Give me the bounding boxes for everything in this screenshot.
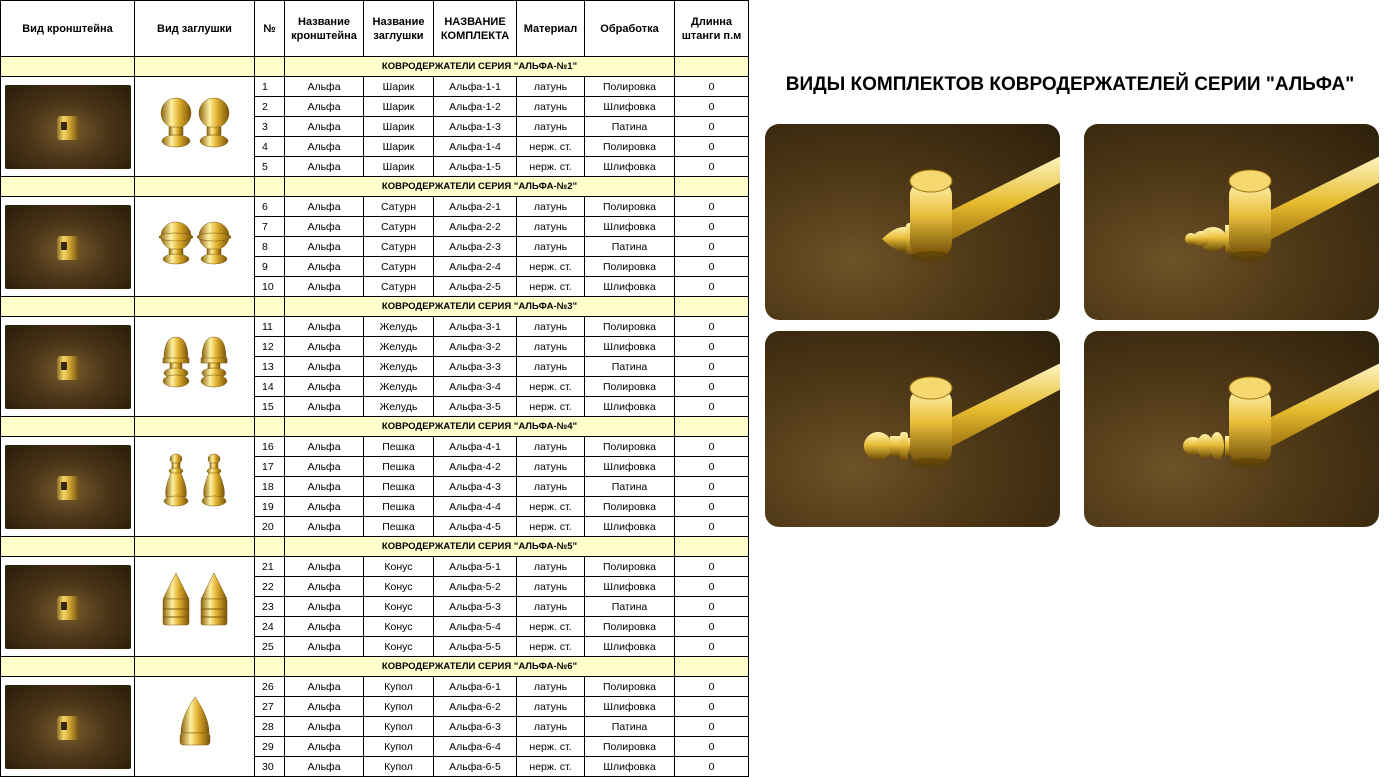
table-row xyxy=(1,437,749,457)
cell-finish: Патина xyxy=(585,597,675,617)
cell-cap-name: Шарик xyxy=(364,157,434,177)
cell-finish: Шлифовка xyxy=(585,757,675,777)
bracket-image-cell xyxy=(1,197,135,297)
cell-rod-length: 0 xyxy=(675,257,749,277)
cell-material: нерж. ст. xyxy=(517,517,585,537)
cell-number: 11 xyxy=(255,317,285,337)
cell-material: нерж. ст. xyxy=(517,737,585,757)
cell-rod-length: 0 xyxy=(675,77,749,97)
cap-image-cell xyxy=(135,317,255,417)
cell-cap-name: Желудь xyxy=(364,357,434,377)
cell-finish: Патина xyxy=(585,237,675,257)
cell-cap-name: Желудь xyxy=(364,317,434,337)
cell-material: латунь xyxy=(517,337,585,357)
cell-rod-length: 0 xyxy=(675,217,749,237)
cell-set-name: Альфа-5-5 xyxy=(434,637,517,657)
cell-bracket-name: Альфа xyxy=(285,277,364,297)
cell-bracket-name: Альфа xyxy=(285,77,364,97)
cell-material: латунь xyxy=(517,197,585,217)
cell-cap-name: Конус xyxy=(364,597,434,617)
series-title: КОВРОДЕРЖАТЕЛИ СЕРИЯ "АЛЬФА-№2" xyxy=(285,177,675,197)
series-spacer xyxy=(1,417,135,437)
cell-number: 26 xyxy=(255,677,285,697)
carpet-holder-set-icon xyxy=(1084,124,1379,320)
series-spacer xyxy=(255,657,285,677)
cell-bracket-name: Альфа xyxy=(285,377,364,397)
cell-finish: Полировка xyxy=(585,737,675,757)
series-header-row xyxy=(1,417,749,437)
cell-set-name: Альфа-2-2 xyxy=(434,217,517,237)
header-bracket-name: Название кронштейна xyxy=(285,1,364,57)
cell-material: нерж. ст. xyxy=(517,617,585,637)
series-spacer xyxy=(675,57,749,77)
cap-image-cell xyxy=(135,197,255,297)
series-spacer xyxy=(1,297,135,317)
cell-cap-name: Сатурн xyxy=(364,197,434,217)
cell-finish: Шлифовка xyxy=(585,397,675,417)
cell-material: латунь xyxy=(517,577,585,597)
cell-set-name: Альфа-2-3 xyxy=(434,237,517,257)
cell-bracket-name: Альфа xyxy=(285,257,364,277)
series-spacer xyxy=(1,177,135,197)
cell-cap-name: Пешка xyxy=(364,437,434,457)
cell-set-name: Альфа-5-4 xyxy=(434,617,517,637)
cell-material: латунь xyxy=(517,97,585,117)
photo-assembled-set-saturn-cap xyxy=(1084,124,1379,320)
cell-set-name: Альфа-4-4 xyxy=(434,497,517,517)
cell-cap-name: Конус xyxy=(364,577,434,597)
photo-assembled-set-pawn-cap xyxy=(1084,331,1379,527)
cell-rod-length: 0 xyxy=(675,717,749,737)
cell-rod-length: 0 xyxy=(675,357,749,377)
cell-material: нерж. ст. xyxy=(517,637,585,657)
cell-cap-name: Желудь xyxy=(364,397,434,417)
cell-finish: Полировка xyxy=(585,557,675,577)
cell-material: нерж. ст. xyxy=(517,757,585,777)
series-spacer xyxy=(135,297,255,317)
series-spacer xyxy=(1,657,135,677)
cell-set-name: Альфа-4-1 xyxy=(434,437,517,457)
cell-cap-name: Шарик xyxy=(364,137,434,157)
cell-set-name: Альфа-4-3 xyxy=(434,477,517,497)
cell-set-name: Альфа-5-2 xyxy=(434,577,517,597)
bracket-photo-icon xyxy=(5,445,131,529)
bracket-photo-icon xyxy=(5,85,131,169)
cell-finish: Полировка xyxy=(585,677,675,697)
header-rod-length: Длинна штанги п.м xyxy=(675,1,749,57)
cell-bracket-name: Альфа xyxy=(285,197,364,217)
cell-finish: Шлифовка xyxy=(585,577,675,597)
cell-bracket-name: Альфа xyxy=(285,117,364,137)
cell-bracket-name: Альфа xyxy=(285,597,364,617)
cell-cap-name: Сатурн xyxy=(364,277,434,297)
cell-bracket-name: Альфа xyxy=(285,457,364,477)
cell-number: 9 xyxy=(255,257,285,277)
cap-image-cell xyxy=(135,557,255,657)
cell-bracket-name: Альфа xyxy=(285,717,364,737)
bracket-photo-icon xyxy=(5,325,131,409)
bracket-photo-icon xyxy=(5,685,131,769)
cell-cap-name: Купол xyxy=(364,677,434,697)
photo-assembled-set-acorn-cap xyxy=(765,331,1060,527)
cell-finish: Полировка xyxy=(585,257,675,277)
cell-number: 3 xyxy=(255,117,285,137)
bracket-image-cell xyxy=(1,677,135,777)
cell-cap-name: Конус xyxy=(364,557,434,577)
cell-bracket-name: Альфа xyxy=(285,137,364,157)
cell-rod-length: 0 xyxy=(675,597,749,617)
cell-set-name: Альфа-6-3 xyxy=(434,717,517,737)
series-spacer xyxy=(1,537,135,557)
cell-bracket-name: Альфа xyxy=(285,397,364,417)
cell-bracket-name: Альфа xyxy=(285,477,364,497)
series-spacer xyxy=(675,177,749,197)
cell-set-name: Альфа-3-1 xyxy=(434,317,517,337)
cell-material: латунь xyxy=(517,597,585,617)
cell-number: 12 xyxy=(255,337,285,357)
cell-cap-name: Желудь xyxy=(364,337,434,357)
cell-set-name: Альфа-3-3 xyxy=(434,357,517,377)
header-cap-name: Название заглушки xyxy=(364,1,434,57)
series-header-row xyxy=(1,537,749,557)
cell-material: нерж. ст. xyxy=(517,137,585,157)
series-header-row xyxy=(1,177,749,197)
series-spacer xyxy=(675,657,749,677)
cell-material: нерж. ст. xyxy=(517,277,585,297)
cell-finish: Шлифовка xyxy=(585,517,675,537)
cell-bracket-name: Альфа xyxy=(285,697,364,717)
series-spacer xyxy=(135,657,255,677)
cell-set-name: Альфа-1-4 xyxy=(434,137,517,157)
cell-material: нерж. ст. xyxy=(517,157,585,177)
cell-number: 2 xyxy=(255,97,285,117)
cell-material: нерж. ст. xyxy=(517,497,585,517)
cell-set-name: Альфа-1-1 xyxy=(434,77,517,97)
cell-cap-name: Пешка xyxy=(364,457,434,477)
cell-rod-length: 0 xyxy=(675,377,749,397)
cell-bracket-name: Альфа xyxy=(285,577,364,597)
series-title: КОВРОДЕРЖАТЕЛИ СЕРИЯ "АЛЬФА-№6" xyxy=(285,657,675,677)
cell-bracket-name: Альфа xyxy=(285,217,364,237)
cell-number: 24 xyxy=(255,617,285,637)
cell-finish: Полировка xyxy=(585,617,675,637)
cell-bracket-name: Альфа xyxy=(285,97,364,117)
cell-finish: Шлифовка xyxy=(585,337,675,357)
cell-bracket-name: Альфа xyxy=(285,557,364,577)
carpet-holder-set-icon xyxy=(1084,331,1379,527)
cell-number: 6 xyxy=(255,197,285,217)
series-spacer xyxy=(675,417,749,437)
cell-set-name: Альфа-4-2 xyxy=(434,457,517,477)
series-spacer xyxy=(135,177,255,197)
cell-rod-length: 0 xyxy=(675,137,749,157)
series-spacer xyxy=(255,417,285,437)
cell-number: 30 xyxy=(255,757,285,777)
photo-assembled-set-cone-cap xyxy=(765,124,1060,320)
table-row xyxy=(1,677,749,697)
cell-set-name: Альфа-2-5 xyxy=(434,277,517,297)
cell-material: латунь xyxy=(517,217,585,237)
cell-material: латунь xyxy=(517,677,585,697)
cell-cap-name: Пешка xyxy=(364,517,434,537)
cell-rod-length: 0 xyxy=(675,677,749,697)
series-spacer xyxy=(135,537,255,557)
cell-bracket-name: Альфа xyxy=(285,757,364,777)
table-row xyxy=(1,317,749,337)
ball-caps-icon xyxy=(140,83,250,167)
bracket-photo-icon xyxy=(5,565,131,649)
series-header-row xyxy=(1,57,749,77)
cell-material: нерж. ст. xyxy=(517,397,585,417)
cell-finish: Шлифовка xyxy=(585,97,675,117)
cell-rod-length: 0 xyxy=(675,277,749,297)
cell-rod-length: 0 xyxy=(675,117,749,137)
cell-finish: Полировка xyxy=(585,437,675,457)
cell-number: 15 xyxy=(255,397,285,417)
cell-number: 14 xyxy=(255,377,285,397)
cell-number: 8 xyxy=(255,237,285,257)
cell-number: 18 xyxy=(255,477,285,497)
cell-number: 4 xyxy=(255,137,285,157)
cell-set-name: Альфа-2-1 xyxy=(434,197,517,217)
cell-bracket-name: Альфа xyxy=(285,677,364,697)
series-header-row xyxy=(1,297,749,317)
bracket-image-cell xyxy=(1,557,135,657)
series-spacer xyxy=(255,537,285,557)
series-title: КОВРОДЕРЖАТЕЛИ СЕРИЯ "АЛЬФА-№5" xyxy=(285,537,675,557)
header-cap-view: Вид заглушки xyxy=(135,1,255,57)
cell-number: 28 xyxy=(255,717,285,737)
bracket-image-cell xyxy=(1,437,135,537)
series-spacer xyxy=(255,177,285,197)
cell-finish: Шлифовка xyxy=(585,217,675,237)
cell-finish: Полировка xyxy=(585,77,675,97)
cell-finish: Патина xyxy=(585,477,675,497)
cap-image-cell xyxy=(135,77,255,177)
saturn-caps-icon xyxy=(140,203,250,287)
cell-rod-length: 0 xyxy=(675,317,749,337)
cell-cap-name: Купол xyxy=(364,757,434,777)
header-row xyxy=(1,1,749,57)
cell-cap-name: Шарик xyxy=(364,117,434,137)
cell-number: 20 xyxy=(255,517,285,537)
cell-finish: Полировка xyxy=(585,377,675,397)
cell-bracket-name: Альфа xyxy=(285,637,364,657)
header-set-name: НАЗВАНИЕ КОМПЛЕКТА xyxy=(434,1,517,57)
showcase-title: ВИДЫ КОМПЛЕКТОВ КОВРОДЕРЖАТЕЛЕЙ СЕРИИ "АЛЬФА" xyxy=(785,74,1355,95)
cell-material: нерж. ст. xyxy=(517,377,585,397)
cell-bracket-name: Альфа xyxy=(285,737,364,757)
cell-set-name: Альфа-1-3 xyxy=(434,117,517,137)
pawn-caps-icon xyxy=(140,443,250,527)
cell-rod-length: 0 xyxy=(675,157,749,177)
cell-rod-length: 0 xyxy=(675,637,749,657)
cell-material: латунь xyxy=(517,437,585,457)
cell-rod-length: 0 xyxy=(675,337,749,357)
cell-cap-name: Купол xyxy=(364,697,434,717)
cone-caps-icon xyxy=(140,563,250,647)
cell-set-name: Альфа-6-1 xyxy=(434,677,517,697)
series-spacer xyxy=(135,417,255,437)
cell-material: латунь xyxy=(517,317,585,337)
cell-bracket-name: Альфа xyxy=(285,517,364,537)
cell-material: латунь xyxy=(517,117,585,137)
bracket-image-cell xyxy=(1,77,135,177)
cell-set-name: Альфа-6-4 xyxy=(434,737,517,757)
cell-rod-length: 0 xyxy=(675,437,749,457)
cell-number: 21 xyxy=(255,557,285,577)
cell-rod-length: 0 xyxy=(675,497,749,517)
cell-set-name: Альфа-3-4 xyxy=(434,377,517,397)
cell-set-name: Альфа-5-1 xyxy=(434,557,517,577)
cell-finish: Патина xyxy=(585,357,675,377)
cell-cap-name: Конус xyxy=(364,637,434,657)
cell-rod-length: 0 xyxy=(675,577,749,597)
acorn-caps-icon xyxy=(140,323,250,407)
cell-set-name: Альфа-1-2 xyxy=(434,97,517,117)
cell-bracket-name: Альфа xyxy=(285,617,364,637)
series-spacer xyxy=(255,297,285,317)
cell-set-name: Альфа-6-2 xyxy=(434,697,517,717)
table-row xyxy=(1,77,749,97)
cell-bracket-name: Альфа xyxy=(285,237,364,257)
cell-set-name: Альфа-1-5 xyxy=(434,157,517,177)
cell-cap-name: Шарик xyxy=(364,77,434,97)
cell-material: латунь xyxy=(517,457,585,477)
carpet-holder-set-icon xyxy=(765,331,1060,527)
cell-bracket-name: Альфа xyxy=(285,337,364,357)
cell-number: 10 xyxy=(255,277,285,297)
cell-cap-name: Купол xyxy=(364,737,434,757)
cell-material: латунь xyxy=(517,477,585,497)
cell-number: 13 xyxy=(255,357,285,377)
cell-number: 29 xyxy=(255,737,285,757)
cell-cap-name: Желудь xyxy=(364,377,434,397)
table-row xyxy=(1,197,749,217)
cell-set-name: Альфа-3-5 xyxy=(434,397,517,417)
cell-bracket-name: Альфа xyxy=(285,357,364,377)
series-title: КОВРОДЕРЖАТЕЛИ СЕРИЯ "АЛЬФА-№1" xyxy=(285,57,675,77)
cell-material: латунь xyxy=(517,77,585,97)
cell-rod-length: 0 xyxy=(675,397,749,417)
cell-bracket-name: Альфа xyxy=(285,317,364,337)
cell-finish: Шлифовка xyxy=(585,157,675,177)
cell-finish: Шлифовка xyxy=(585,277,675,297)
cell-cap-name: Пешка xyxy=(364,477,434,497)
cell-rod-length: 0 xyxy=(675,457,749,477)
dome-cap-icon xyxy=(140,683,250,767)
cap-image-cell xyxy=(135,437,255,537)
bracket-image-cell xyxy=(1,317,135,417)
cell-finish: Патина xyxy=(585,717,675,737)
cell-number: 27 xyxy=(255,697,285,717)
cell-finish: Полировка xyxy=(585,317,675,337)
cell-set-name: Альфа-2-4 xyxy=(434,257,517,277)
series-spacer xyxy=(675,537,749,557)
series-title: КОВРОДЕРЖАТЕЛИ СЕРИЯ "АЛЬФА-№4" xyxy=(285,417,675,437)
cell-number: 22 xyxy=(255,577,285,597)
cell-rod-length: 0 xyxy=(675,557,749,577)
cell-bracket-name: Альфа xyxy=(285,157,364,177)
cell-finish: Полировка xyxy=(585,197,675,217)
cell-material: латунь xyxy=(517,357,585,377)
cell-finish: Полировка xyxy=(585,497,675,517)
cell-rod-length: 0 xyxy=(675,697,749,717)
bracket-photo-icon xyxy=(5,205,131,289)
cell-cap-name: Пешка xyxy=(364,497,434,517)
cell-material: латунь xyxy=(517,237,585,257)
series-spacer xyxy=(675,297,749,317)
cell-cap-name: Сатурн xyxy=(364,217,434,237)
cell-rod-length: 0 xyxy=(675,197,749,217)
cell-number: 5 xyxy=(255,157,285,177)
cell-rod-length: 0 xyxy=(675,97,749,117)
cell-rod-length: 0 xyxy=(675,737,749,757)
series-spacer xyxy=(1,57,135,77)
cell-finish: Патина xyxy=(585,117,675,137)
cell-bracket-name: Альфа xyxy=(285,437,364,457)
cell-finish: Шлифовка xyxy=(585,637,675,657)
cell-material: нерж. ст. xyxy=(517,257,585,277)
header-number: № xyxy=(255,1,285,57)
header-material: Материал xyxy=(517,1,585,57)
header-finish: Обработка xyxy=(585,1,675,57)
cell-finish: Шлифовка xyxy=(585,697,675,717)
cell-finish: Полировка xyxy=(585,137,675,157)
cell-number: 17 xyxy=(255,457,285,477)
cell-set-name: Альфа-5-3 xyxy=(434,597,517,617)
cell-cap-name: Купол xyxy=(364,717,434,737)
cell-rod-length: 0 xyxy=(675,517,749,537)
cell-rod-length: 0 xyxy=(675,617,749,637)
cell-set-name: Альфа-3-2 xyxy=(434,337,517,357)
cell-material: латунь xyxy=(517,697,585,717)
cell-rod-length: 0 xyxy=(675,477,749,497)
series-spacer xyxy=(135,57,255,77)
cell-cap-name: Конус xyxy=(364,617,434,637)
header-bracket-view: Вид кронштейна xyxy=(1,1,135,57)
cell-cap-name: Сатурн xyxy=(364,237,434,257)
cell-rod-length: 0 xyxy=(675,237,749,257)
cell-finish: Шлифовка xyxy=(585,457,675,477)
cell-rod-length: 0 xyxy=(675,757,749,777)
cell-number: 23 xyxy=(255,597,285,617)
cap-image-cell xyxy=(135,677,255,777)
cell-number: 25 xyxy=(255,637,285,657)
cell-material: латунь xyxy=(517,717,585,737)
cell-set-name: Альфа-4-5 xyxy=(434,517,517,537)
cell-cap-name: Шарик xyxy=(364,97,434,117)
cell-number: 7 xyxy=(255,217,285,237)
series-header-row xyxy=(1,657,749,677)
cell-cap-name: Сатурн xyxy=(364,257,434,277)
cell-bracket-name: Альфа xyxy=(285,497,364,517)
cell-number: 19 xyxy=(255,497,285,517)
carpet-holder-set-icon xyxy=(765,124,1060,320)
cell-number: 16 xyxy=(255,437,285,457)
series-spacer xyxy=(255,57,285,77)
cell-set-name: Альфа-6-5 xyxy=(434,757,517,777)
cell-number: 1 xyxy=(255,77,285,97)
cell-material: латунь xyxy=(517,557,585,577)
series-title: КОВРОДЕРЖАТЕЛИ СЕРИЯ "АЛЬФА-№3" xyxy=(285,297,675,317)
table-row xyxy=(1,557,749,577)
